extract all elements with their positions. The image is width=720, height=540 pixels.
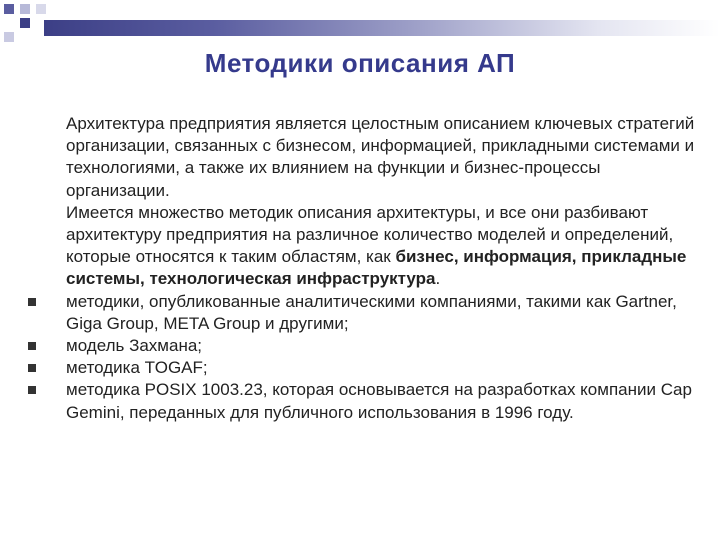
methods-paragraph-end: . — [435, 269, 441, 289]
paragraph-row — [26, 202, 696, 291]
square-bullet-icon — [28, 364, 36, 372]
bullet-item — [26, 379, 696, 423]
square-bullet-icon — [28, 342, 36, 350]
header-gradient-bar — [44, 20, 720, 36]
slide-title: Методики описания АП — [204, 48, 516, 78]
bullet-text: методики, опубликованные аналитическими компаниями, такими как Gartner, Giga Group, META Group и другими; — [66, 291, 677, 333]
corner-square — [4, 4, 14, 14]
corner-square — [36, 4, 46, 14]
bullet-text: методика TOGAF; — [66, 358, 208, 378]
bullet-text: модель Захмана; — [66, 336, 203, 356]
corner-square — [4, 32, 14, 42]
bullet-text: методика POSIX 1003.23, которая основывается на разработках компании Cap Gemini, переданных для публичного использования в 1996 году. — [66, 380, 692, 422]
methods-paragraph-text: Имеется множество методик описания архитектуры, и все они разбивают архитектуру предприятия на различное количество моделей и определений, которые относятся к таким областям, как — [66, 202, 674, 267]
methods-paragraph — [66, 202, 696, 291]
methods-paragraph-emphasis: бизнес, информация, прикладные системы, технологическая инфраструктура — [66, 247, 687, 289]
bullet-item — [26, 357, 696, 379]
corner-square — [20, 4, 30, 14]
slide-body — [26, 113, 696, 424]
square-bullet-icon — [28, 386, 36, 394]
bullet-item — [26, 291, 696, 335]
intro-paragraph: Архитектура предприятия является целостным описанием ключевых стратегий организации, связанных с бизнесом, информацией, прикладными системами и технологиями, а также их влиянием на функции и бизнес-процессы организации. — [66, 114, 695, 200]
square-bullet-icon — [28, 298, 36, 306]
paragraph-row — [26, 113, 696, 202]
corner-square — [20, 18, 30, 28]
bullet-item — [26, 335, 696, 357]
